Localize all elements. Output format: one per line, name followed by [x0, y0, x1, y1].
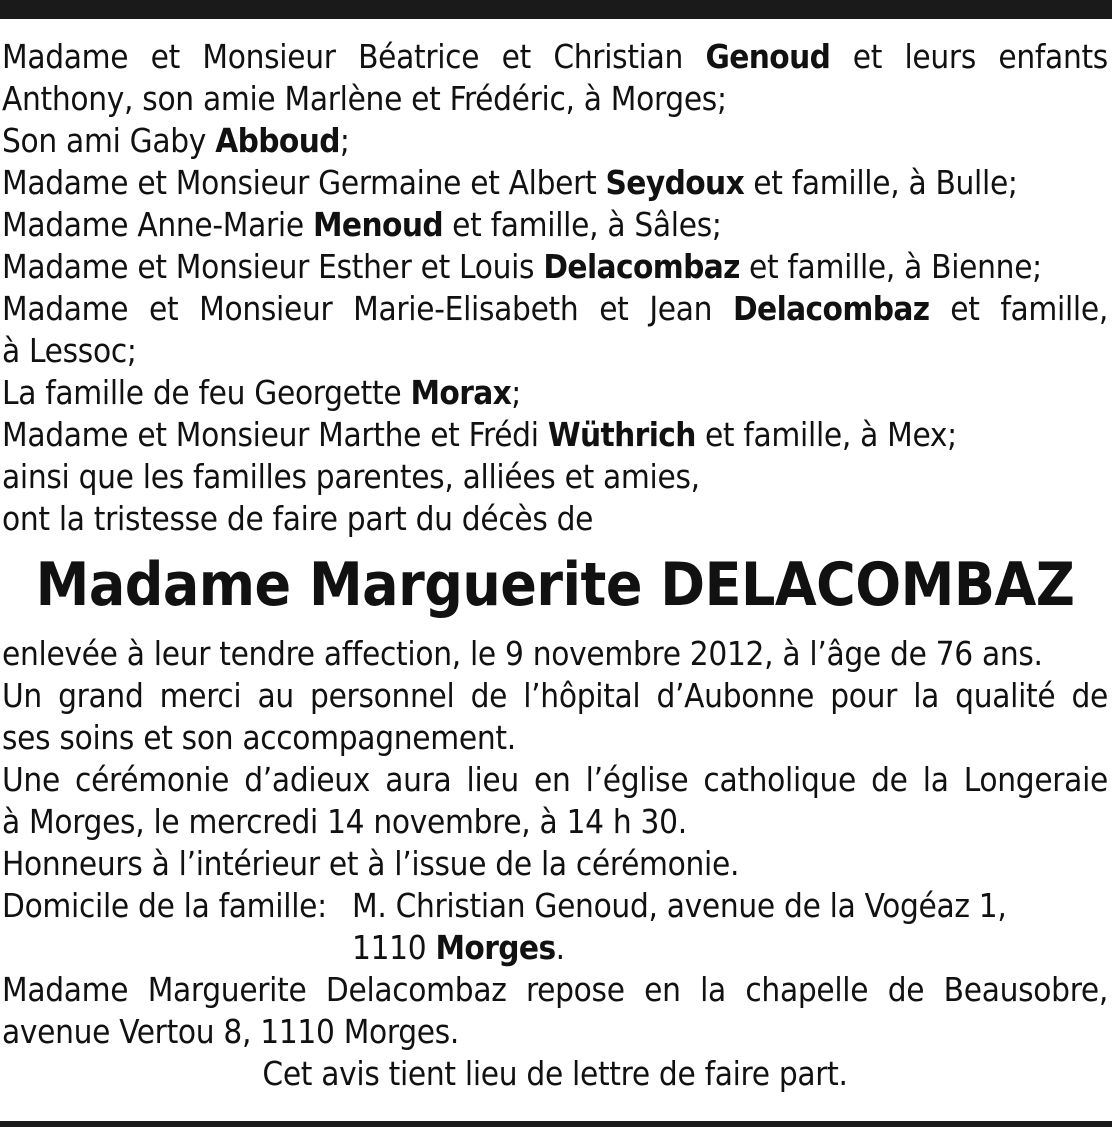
family-line-wuthrich: Madame et Monsieur Marthe et Frédi Wüthrich et famille, à Mex;: [2, 415, 957, 454]
family-line-genoud: Madame et Monsieur Béatrice et Christian Genoud et leurs enfants: [2, 37, 1108, 76]
honours-line: Honneurs à l’intérieur et à l’issue de la cérémonie.: [2, 844, 740, 883]
top-rule: [0, 0, 1112, 19]
thanks-line-1: Un grand merci au personnel de l’hôpital d’Aubonne pour la qualité de: [2, 676, 1108, 715]
family-surname: Delacombaz: [732, 289, 930, 328]
repose-line-2: avenue Vertou 8, 1110 Morges.: [2, 1012, 460, 1051]
family-surname: Seydoux: [605, 163, 745, 202]
domicile-label: Domicile de la famille:: [2, 886, 327, 925]
announcement-line: ont la tristesse de faire part du décès de: [2, 499, 594, 538]
family-line-lessoc: à Lessoc;: [2, 331, 137, 370]
domicile-address: [2, 885, 1108, 927]
family-surname: Wüthrich: [547, 415, 696, 454]
domicile-street: M. Christian Genoud, avenue de la Vogéaz 1,: [352, 886, 1007, 925]
repose-line-1: Madame Marguerite Delacombaz repose en la chapelle de Beausobre,: [2, 970, 1108, 1009]
family-surname: Abboud: [215, 121, 340, 160]
death-details: enlevée à leur tendre affection, le 9 novembre 2012, à l’âge de 76 ans.: [2, 634, 1043, 673]
obituary-notice: [2, 36, 1108, 1095]
family-line-seydoux: Madame et Monsieur Germaine et Albert Seydoux et famille, à Bulle;: [2, 163, 1018, 202]
family-surname: Menoud: [312, 205, 444, 244]
family-line-abboud: Son ami Gaby Abboud;: [2, 121, 350, 160]
domicile-city: Morges: [435, 928, 556, 967]
thanks-line-2: ses soins et son accompagnement.: [2, 718, 516, 757]
family-line-relatives: ainsi que les familles parentes, alliées et amies,: [2, 457, 700, 496]
family-surname: Morax: [410, 373, 512, 412]
domicile-city-line: 1110 Morges.: [352, 928, 565, 967]
family-line-morax: La famille de feu Georgette Morax;: [2, 373, 521, 412]
family-surname: Delacombaz: [543, 247, 740, 286]
family-line-delacombaz-bienne: Madame et Monsieur Esther et Louis Delacombaz et famille, à Bienne;: [2, 247, 1042, 286]
closing-note: Cet avis tient lieu de lettre de faire part.: [262, 1054, 848, 1093]
family-surname: Genoud: [705, 37, 831, 76]
ceremony-line-2: à Morges, le mercredi 14 novembre, à 14 h 30.: [2, 802, 687, 841]
family-line-menoud: Madame Anne-Marie Menoud et famille, à Sâles;: [2, 205, 722, 244]
family-line-delacombaz-lessoc: Madame et Monsieur Marie-Elisabeth et Jean Delacombaz et famille,: [2, 289, 1108, 328]
deceased-name: Madame Marguerite DELACOMBAZ: [35, 550, 1075, 620]
bottom-rule: [0, 1121, 1112, 1127]
family-line-genoud-children: Anthony, son amie Marlène et Frédéric, à Morges;: [2, 79, 727, 118]
ceremony-line-1: Une cérémonie d’adieux aura lieu en l’église catholique de la Longeraie: [2, 760, 1108, 799]
